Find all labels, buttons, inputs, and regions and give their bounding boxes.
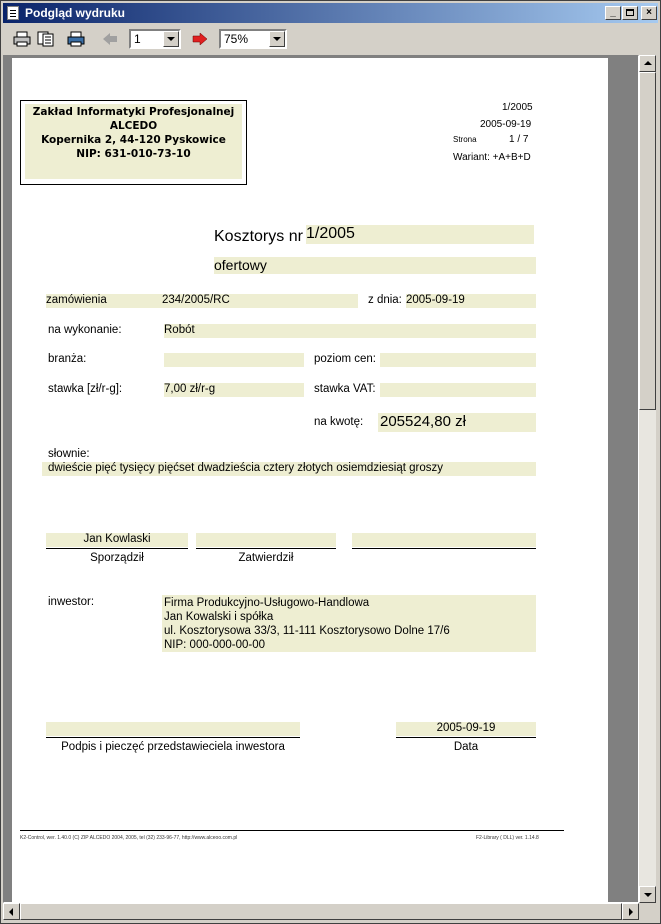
price-level-label: poziom cen:: [314, 353, 377, 365]
company-name: Zakład Informatyki Profesjonalnej: [32, 106, 235, 118]
page-number-value: 1: [134, 32, 141, 46]
scroll-down-button[interactable]: [639, 886, 656, 903]
company-address: Kopernika 2, 44-120 Pyskowice: [41, 134, 226, 146]
arrow-left-icon: [101, 31, 119, 47]
footer-left: K2-Control, wer. 1.40.0 (C) ZIP ALCEDO 2004, 2005, tel (32) 233-96-77, http://www.alceoo.com.pl: [20, 835, 238, 841]
words-label: słownie:: [48, 448, 90, 460]
document-icon: [7, 6, 19, 20]
vertical-scroll-thumb[interactable]: [639, 72, 656, 410]
branch-value: [164, 353, 304, 367]
investor-sign-field: [46, 722, 300, 736]
horizontal-scrollbar[interactable]: [3, 903, 639, 920]
header-number: 1/2005: [502, 102, 533, 113]
variant: Wariant: +A+B+D: [453, 152, 531, 163]
vat-label: stawka VAT:: [314, 383, 376, 395]
scroll-right-button[interactable]: [622, 903, 639, 920]
chevron-down-icon[interactable]: [163, 31, 179, 47]
close-button[interactable]: ×: [641, 6, 657, 20]
company-nip: NIP: 631-010-73-10: [76, 148, 191, 160]
investor-date-value: 2005-09-19: [396, 722, 536, 736]
order-value: 234/2005/RC: [162, 294, 230, 306]
print-button[interactable]: [11, 28, 33, 50]
minimize-button[interactable]: _: [605, 6, 621, 20]
vat-value: [380, 383, 536, 397]
chevron-down-icon[interactable]: [269, 31, 285, 47]
investor-sign-line: [46, 737, 300, 738]
horizontal-scroll-thumb[interactable]: [20, 903, 622, 920]
amount-value: 205524,80 zł: [378, 413, 536, 432]
footer-right: F2-Library ( DLL) ver. 1.14.8: [476, 835, 539, 841]
footer-rule: [20, 830, 564, 831]
work-label: na wykonanie:: [48, 324, 122, 336]
estimate-number: 1/2005: [306, 225, 534, 244]
rate-value: 7,00 zł/r-g: [164, 383, 304, 397]
print-pages-icon: [37, 31, 55, 47]
approved-line: [196, 548, 336, 549]
third-signature-field: [352, 533, 536, 547]
investor-label: inwestor:: [48, 596, 95, 608]
rate-label: stawka [zł/r-g]:: [48, 383, 123, 395]
estimate-title-label: Kosztorys nr: [214, 228, 303, 245]
page-label: Strona: [453, 135, 477, 144]
page-number-select[interactable]: [129, 29, 181, 49]
document-page: [12, 58, 608, 903]
investor-line-3: ul. Kosztorysowa 33/3, 11-111 Kosztorysowo Dolne 17/6: [164, 625, 450, 637]
company-short: ALCEDO: [109, 120, 158, 132]
prepared-name: Jan Kowlaski: [46, 533, 188, 547]
company-box: [20, 100, 247, 185]
vertical-scrollbar[interactable]: [639, 55, 656, 903]
words-value: dwieście pięć tysięcy pięćset dwadzieścia cztery złotych osiemdziesiąt groszy: [42, 462, 536, 476]
printer-icon: [13, 31, 31, 47]
price-level-value: [380, 353, 536, 367]
investor-box: [162, 595, 536, 652]
order-date-value: 2005-09-19: [406, 294, 536, 308]
order-field: [46, 294, 358, 308]
prepared-line: [46, 548, 188, 549]
investor-line-4: NIP: 000-000-00-00: [164, 639, 266, 651]
third-signature-line: [352, 548, 536, 549]
page-count: 1 / 7: [509, 134, 529, 145]
amount-label: na kwotę:: [314, 416, 364, 428]
next-page-button[interactable]: [189, 28, 211, 50]
investor-date-label: Data: [453, 741, 479, 753]
investor-line-1: Firma Produkcyjno-Usługowo-Handlowa: [164, 597, 370, 609]
window-title: Podgląd wydruku: [25, 6, 126, 20]
scroll-left-button[interactable]: [3, 903, 20, 920]
preview-area[interactable]: [3, 55, 639, 903]
zoom-value: 75%: [224, 32, 249, 46]
print-setup-button[interactable]: [35, 28, 57, 50]
approved-field: [196, 533, 336, 547]
toolbar: [3, 25, 658, 53]
maximize-button[interactable]: [622, 6, 638, 20]
prepared-label: Sporządził: [90, 552, 144, 564]
scroll-corner: [639, 903, 656, 920]
scroll-up-button[interactable]: [639, 55, 656, 72]
estimate-type: ofertowy: [214, 257, 536, 274]
zoom-select[interactable]: [219, 29, 287, 49]
printer-settings-icon: [67, 31, 85, 47]
investor-sign-label: Podpis i pieczęć przedstawieciela inwestora: [61, 741, 285, 753]
order-date-label: z dnia:: [368, 294, 402, 306]
title-bar[interactable]: [3, 3, 658, 23]
investor-line-2: Jan Kowalski i spółka: [164, 611, 274, 623]
previous-page-button[interactable]: [99, 28, 121, 50]
header-date: 2005-09-19: [480, 119, 532, 130]
approved-label: Zatwierdził: [238, 552, 294, 564]
arrow-right-icon: [191, 31, 209, 47]
print-options-button[interactable]: [65, 28, 87, 50]
order-label: zamówienia: [46, 294, 107, 306]
work-value: Robót: [164, 324, 536, 338]
branch-label: branża:: [48, 353, 87, 365]
investor-date-line: [396, 737, 536, 738]
